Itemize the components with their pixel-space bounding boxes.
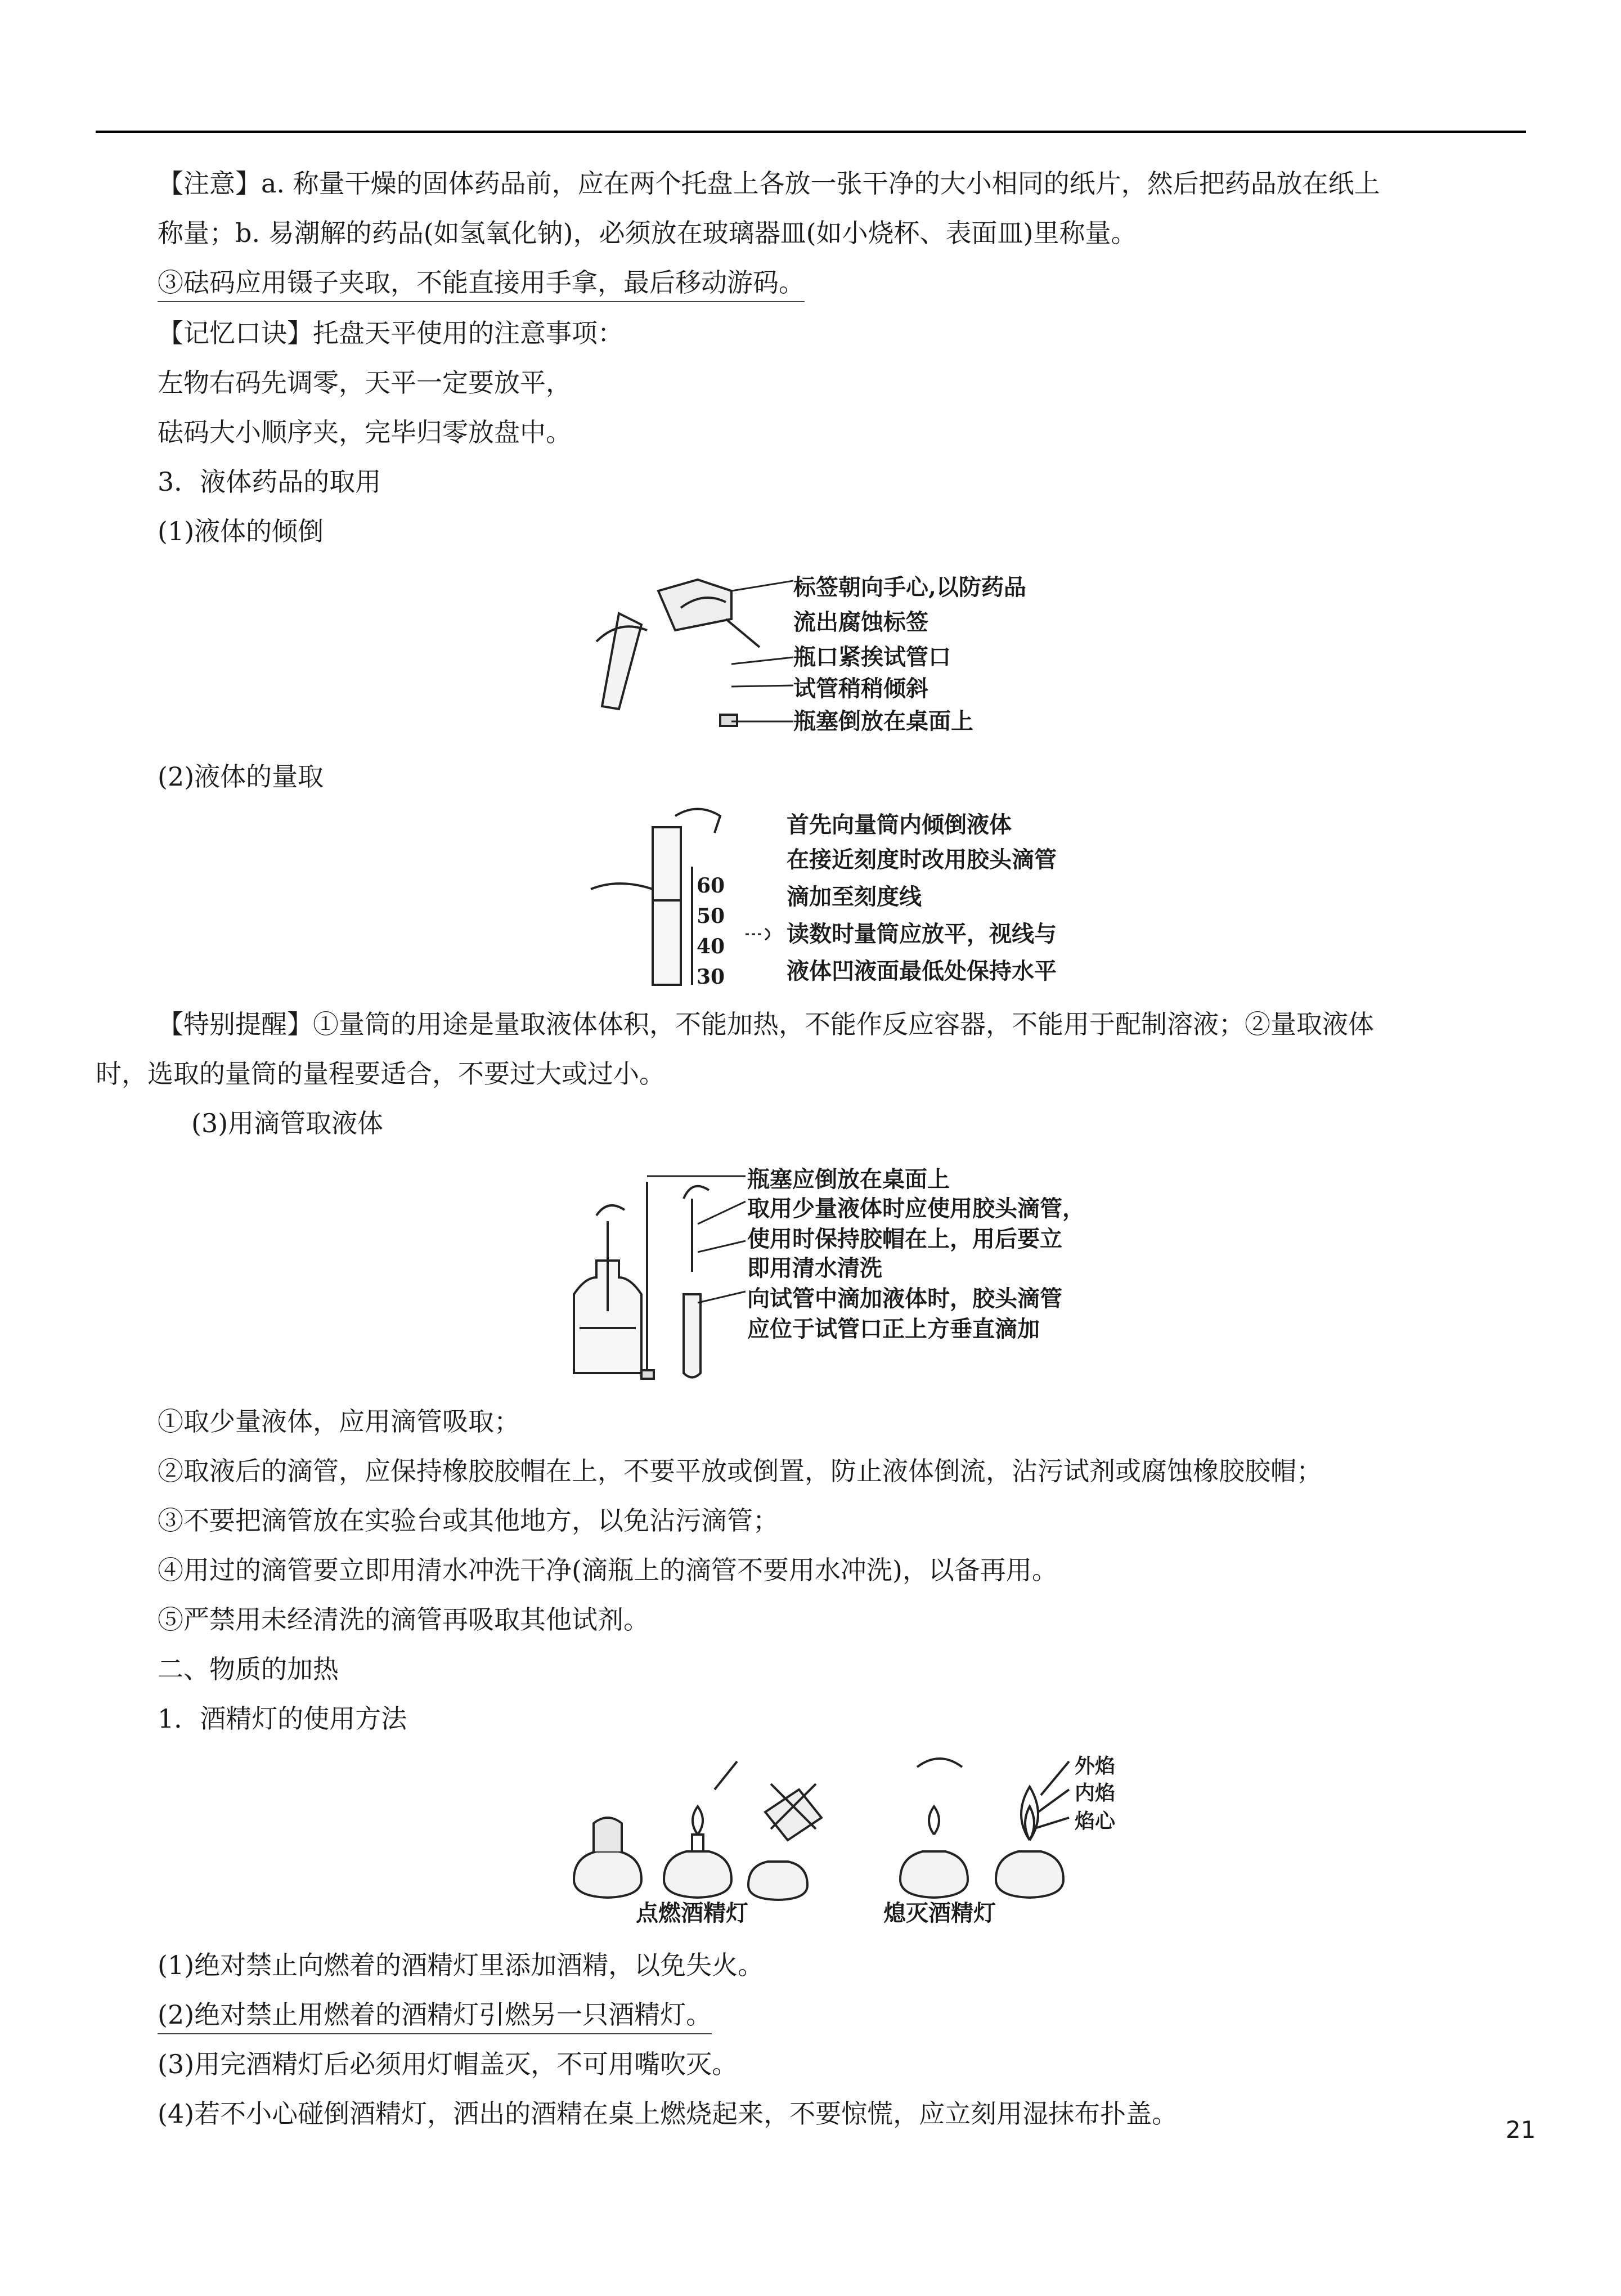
dropper-label-2: 取用少量液体时应使用胶头滴管， — [747, 1195, 1085, 1222]
dropper-label-6: 应位于试管口正上方垂直滴加 — [747, 1316, 1040, 1342]
mnemonic-line1: 左物右码先调零，天平一定要放平， — [158, 367, 572, 398]
dropper-point-5: ⑤严禁用未经清洗的滴管再吸取其他试剂。 — [158, 1604, 649, 1635]
eye-icon — [743, 923, 776, 945]
lamp-forbidden — [748, 1784, 821, 1900]
lamp-capped — [574, 1818, 641, 1898]
header-rule — [96, 131, 1526, 133]
lamp-rule-1: (1)绝对禁止向燃着的酒精灯里添加酒精，以免失火。 — [158, 1950, 764, 1980]
mnemonic-title: 【记忆口诀】托盘天平使用的注意事项： — [158, 318, 623, 348]
measure-label-3: 滴加至刻度线 — [787, 884, 922, 910]
measure-label-4: 读数时量筒应放平，视线与 — [787, 921, 1057, 947]
dropper-heading: (3)用滴管取液体 — [191, 1108, 384, 1138]
measure-label-5: 液体凹液面最低处保持水平 — [787, 958, 1057, 984]
reminder-line1: 【特别提醒】①量筒的用途是量取液体体积，不能加热，不能作反应容器，不能用于配制溶液；②量取液体 — [158, 1009, 1374, 1039]
lamp-rule-2-text: (2)绝对禁止用燃着的酒精灯引燃另一只酒精灯。 — [158, 1999, 712, 2034]
liquid-heading: 3．液体药品的取用 — [158, 467, 381, 497]
measuring-cylinder-figure — [585, 805, 765, 990]
lamp-heading: 1．酒精灯的使用方法 — [158, 1703, 407, 1734]
lamp-rule-2 — [158, 1998, 712, 2032]
dropper-point-3: ③不要把滴管放在实验台或其他地方，以免沾污滴管； — [158, 1505, 779, 1536]
dropper-label-3: 使用时保持胶帽在上，用后要立 — [747, 1226, 1062, 1252]
cylinder-tick-30: 30 — [697, 965, 725, 989]
lamp-flame-parts — [996, 1761, 1069, 1898]
pour-label-2: 流出腐蚀标签 — [793, 609, 928, 635]
pour-label-4: 试管稍稍倾斜 — [793, 675, 928, 702]
lamp-rule-4: (4)若不小心碰倒酒精灯，洒出的酒精在桌上燃烧起来，不要惊慌，应立刻用湿抹布扑盖。 — [158, 2098, 1178, 2129]
caption-light: 点燃酒精灯 — [636, 1900, 748, 1926]
lamp-rule-3: (3)用完酒精灯后必须用灯帽盖灭，不可用嘴吹灭。 — [158, 2049, 738, 2079]
mnemonic-line2: 砝码大小顺序夹，完毕归零放盘中。 — [158, 417, 572, 447]
caption-extinguish: 熄灭酒精灯 — [883, 1900, 996, 1926]
alcohol-lamp-figure — [563, 1750, 1125, 1919]
dropper-label-4: 即用清水清洗 — [747, 1255, 882, 1281]
pour-label-5: 瓶塞倒放在桌面上 — [793, 708, 973, 734]
pour-label-1: 标签朝向手心,以防药品 — [793, 574, 1026, 600]
dropper-leaders — [647, 1173, 748, 1308]
cylinder-tick-40: 40 — [697, 935, 725, 958]
measure-label-1: 首先向量筒内倾倒液体 — [787, 811, 1012, 838]
tweezers-note-text: ③砝码应用镊子夹取，不能直接用手拿，最后移动游码。 — [158, 267, 805, 302]
weighing-note-line1: 【注意】a. 称量干燥的固体药品前，应在两个托盘上各放一张干净的大小相同的纸片，然后把药品放在纸上 — [158, 168, 1380, 199]
measure-heading: (2)液体的量取 — [158, 761, 324, 792]
pour-heading: (1)液体的倾倒 — [158, 516, 324, 546]
dropper-point-1: ①取少量液体，应用滴管吸取； — [158, 1406, 520, 1437]
pour-label-3: 瓶口紧挨试管口 — [793, 644, 951, 670]
heating-section: 二、物质的加热 — [158, 1654, 339, 1684]
reminder-line2: 时，选取的量筒的量程要适合，不要过大或过小。 — [96, 1059, 665, 1089]
cylinder-tick-60: 60 — [697, 874, 725, 898]
cylinder-tick-50: 50 — [697, 904, 725, 928]
lamp-capping — [900, 1759, 968, 1898]
dropper-label-1: 瓶塞应倒放在桌面上 — [747, 1166, 950, 1192]
flame-label-outer: 外焰 — [1075, 1754, 1116, 1778]
flame-label-inner: 内焰 — [1075, 1781, 1116, 1805]
flame-label-core: 焰心 — [1075, 1809, 1116, 1833]
pouring-leaders — [731, 580, 799, 732]
weighing-note-line2: 称量；b. 易潮解的药品(如氢氧化钠)，必须放在玻璃器皿(如小烧杯、表面皿)里称量。 — [158, 218, 1137, 248]
dropper-point-4: ④用过的滴管要立即用清水冲洗干净(滴瓶上的滴管不要用水冲洗)，以备再用。 — [158, 1555, 1058, 1585]
measure-label-2: 在接近刻度时改用胶头滴管 — [787, 846, 1057, 873]
tweezers-note — [158, 266, 805, 299]
dropper-point-2: ②取液后的滴管，应保持橡胶胶帽在上，不要平放或倒置，防止液体倒流，沾污试剂或腐蚀橡胶胶帽； — [158, 1456, 1322, 1486]
page-number: 21 — [1506, 2116, 1536, 2143]
dropper-label-5: 向试管中滴加液体时，胶头滴管 — [747, 1285, 1062, 1312]
lamp-lighting — [664, 1761, 737, 1898]
